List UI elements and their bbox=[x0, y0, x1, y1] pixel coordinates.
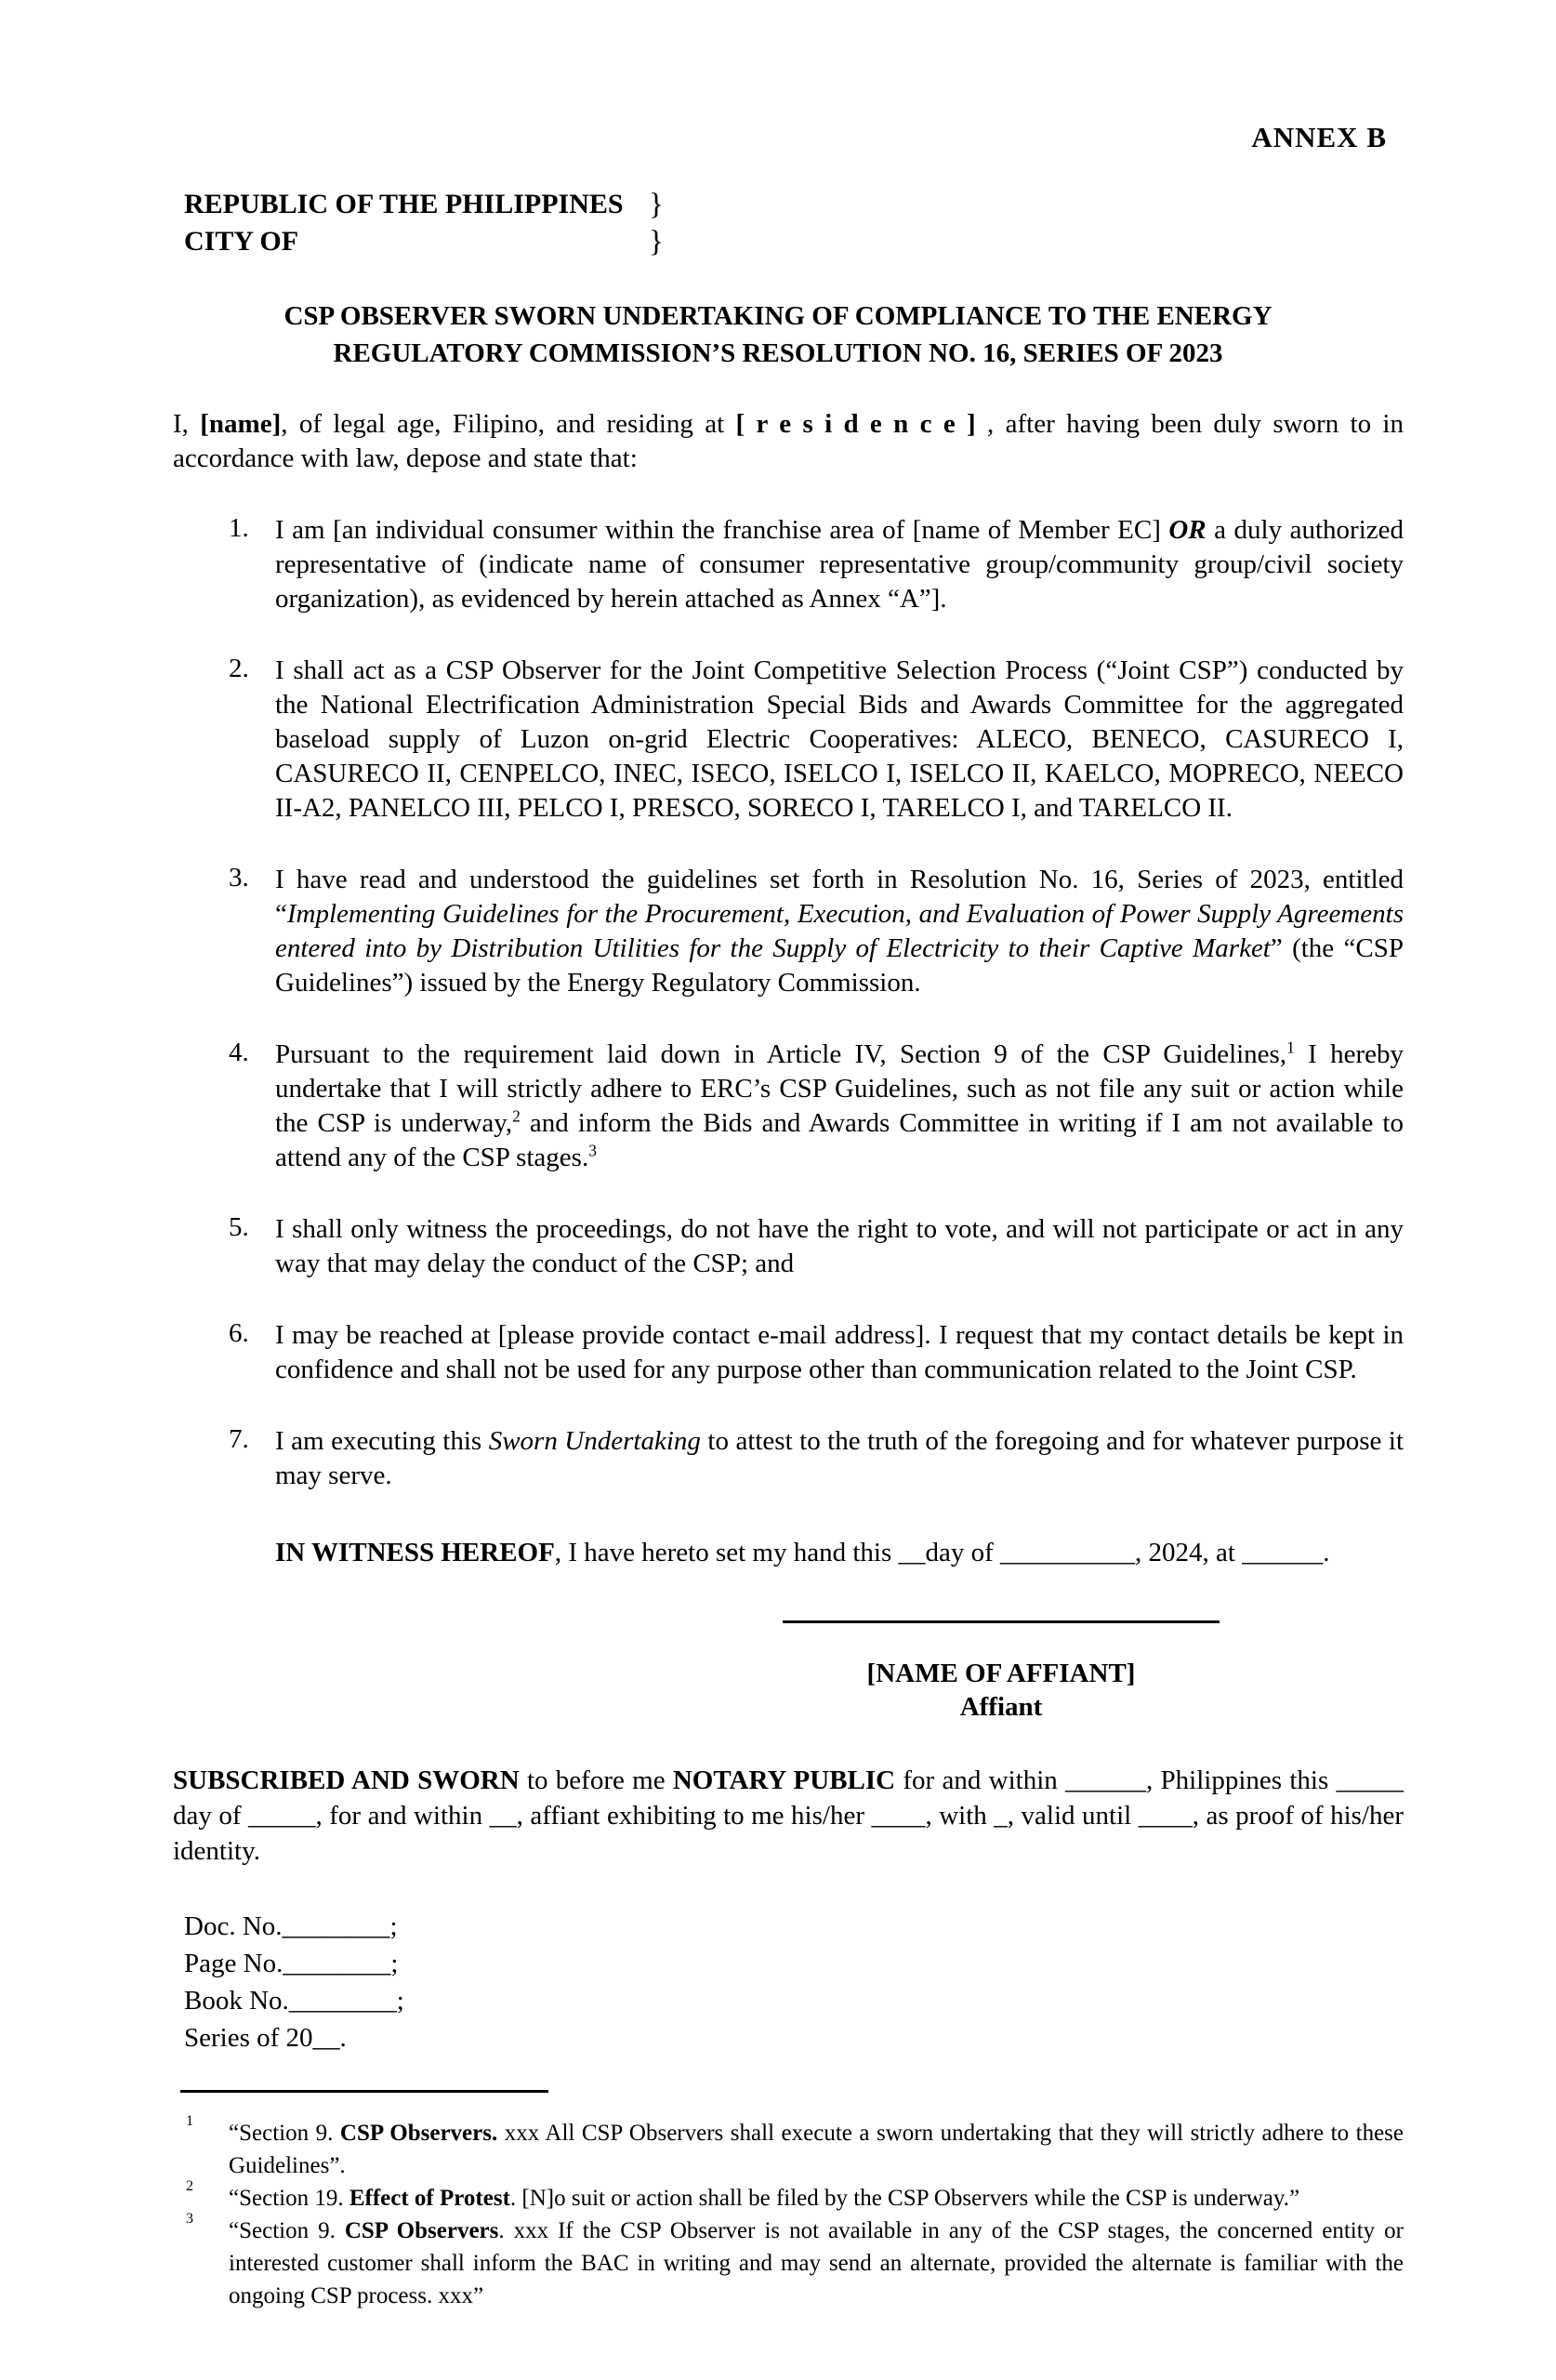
notarial-registry bbox=[184, 1908, 1404, 2056]
item-3-post: ” (the “CSP Guidelines”) issued by the Energy Regulatory Commission. bbox=[275, 933, 1404, 998]
footnote-3-text bbox=[229, 2215, 1404, 2312]
footnote-2-pre: “Section 19. bbox=[229, 2186, 349, 2211]
item-6 bbox=[173, 1318, 1404, 1387]
title-line-1: CSP OBSERVER SWORN UNDERTAKING OF COMPLIANCE TO THE ENERGY bbox=[284, 301, 1272, 331]
notary-public-label: NOTARY PUBLIC bbox=[672, 1765, 896, 1795]
item-4-p3: and inform the Bids and Awards Committee in writing if I am not available to attend any of the CSP stages. bbox=[275, 1108, 1404, 1172]
subscribed-sworn-label: SUBSCRIBED AND SWORN bbox=[173, 1765, 520, 1795]
item-3-text bbox=[275, 863, 1404, 1000]
item-1 bbox=[173, 513, 1404, 616]
footnote-1-pre: “Section 9. bbox=[229, 2121, 340, 2146]
item-3-pre: I have read and understood the guidelines set forth in Resolution No. 16, Series of 2023, entitled “ bbox=[275, 865, 1404, 929]
footnote-2-marker: 2 bbox=[186, 2178, 193, 2194]
witness-heading: IN WITNESS HEREOF bbox=[275, 1538, 555, 1567]
intro-text-2: , of legal age, Filipino, and residing at bbox=[281, 409, 736, 439]
item-1-or: OR bbox=[1168, 515, 1207, 545]
item-7-sworn-undertaking: Sworn Undertaking bbox=[488, 1426, 701, 1456]
item-7-post: to attest to the truth of the foregoing and for whatever purpose it may serve. bbox=[275, 1426, 1404, 1490]
venue-block bbox=[184, 186, 1556, 260]
venue-city-label: CITY OF bbox=[184, 226, 299, 257]
registry-page-no: Page No.________; bbox=[184, 1949, 399, 1978]
footnote-ref-1: 1 bbox=[1286, 1038, 1295, 1057]
item-5 bbox=[173, 1212, 1404, 1281]
venue-bracket-top: } bbox=[649, 188, 664, 221]
item-6-number: 6. bbox=[229, 1318, 249, 1348]
item-7-pre: I am executing this bbox=[275, 1426, 489, 1456]
item-3 bbox=[173, 863, 1404, 1000]
item-3-guidelines-title: Implementing Guidelines for the Procurement, Execution, and Evaluation of Power Supply Agreements entered into by Distribution Utilities for the Supply of Electricity to their Captive Market bbox=[275, 899, 1404, 963]
item-1-pre: I am [an individual consumer within the franchise area of [name of Member EC] bbox=[275, 515, 1169, 545]
item-4-text bbox=[275, 1038, 1404, 1175]
item-1-post: a duly authorized representative of (indicate name of consumer representative group/community group/civil society organization), as evidenced by herein attached as Annex “A”]. bbox=[275, 515, 1404, 614]
footnote-3-bold: CSP Observers bbox=[344, 2218, 499, 2243]
notarization-clause bbox=[173, 1763, 1404, 1869]
signature-line bbox=[783, 1620, 1220, 1623]
notarization-text-1: to before me bbox=[519, 1765, 673, 1795]
footnote-ref-2: 2 bbox=[512, 1106, 521, 1126]
footnote-ref-3: 3 bbox=[588, 1141, 597, 1160]
registry-series: Series of 20__. bbox=[184, 2023, 347, 2053]
registry-book-no: Book No.________; bbox=[184, 1986, 404, 2016]
intro-paragraph bbox=[173, 407, 1404, 476]
footnote-separator bbox=[180, 2090, 548, 2093]
intro-text-1: I, bbox=[173, 409, 201, 439]
affiant-role: Affiant bbox=[959, 1692, 1043, 1722]
document-body bbox=[0, 407, 1556, 2312]
item-4-p1: Pursuant to the requirement laid down in Article IV, Section 9 of the CSP Guidelines, bbox=[275, 1039, 1287, 1069]
footnotes bbox=[173, 2113, 1404, 2312]
item-2-number: 2. bbox=[229, 654, 249, 683]
notarization-text-2: for and within ______, Philippines this _____ day of _____, for and within __, affiant exhibiting to me his/her ____, with _, valid until ____, as proof of his/her identity. bbox=[173, 1765, 1404, 1866]
witness-clause bbox=[275, 1536, 1404, 1570]
intro-text-3: , after having been duly sworn to in accordance with law, depose and state that: bbox=[173, 409, 1404, 473]
item-2 bbox=[173, 654, 1404, 826]
witness-text: , I have hereto set my hand this __day of __________, 2024, at ______. bbox=[554, 1538, 1330, 1567]
item-7-number: 7. bbox=[229, 1424, 249, 1454]
venue-bracket-bottom: } bbox=[649, 225, 664, 258]
footnote-1 bbox=[173, 2113, 1404, 2182]
footnote-2 bbox=[173, 2178, 1404, 2215]
item-1-number: 1. bbox=[229, 513, 249, 543]
item-2-text: I shall act as a CSP Observer for the Joint Competitive Selection Process (“Joint CSP”) conducted by the National Electrification Administration Special Bids and Awards Committee for the aggregated baseload supply of Luzon on-grid Electric Cooperatives: ALECO, BENECO, CASURECO I, CASURECO II, CENPELCO, INEC, ISECO, ISELCO I, ISELCO II, KAELCO, MOPRECO, NEECO II-A2, PANELCO III, PELCO I, PRESCO, SORECO I, TARELCO I, and TARELCO II. bbox=[275, 655, 1404, 823]
footnote-3-post: . xxx If the CSP Observer is not available in any of the CSP stages, the concerned entity or interested customer shall inform the BAC in writing and may send an alternate, provided the alternate is familiar with the ongoing CSP process. xxx” bbox=[229, 2218, 1404, 2308]
item-3-number: 3. bbox=[229, 863, 249, 892]
item-5-number: 5. bbox=[229, 1212, 249, 1242]
affiant-name: [NAME OF AFFIANT] bbox=[866, 1659, 1136, 1688]
item-7 bbox=[173, 1424, 1404, 1493]
footnote-3 bbox=[173, 2211, 1404, 2312]
footnote-1-marker: 1 bbox=[186, 2113, 193, 2129]
name-placeholder: [name] bbox=[200, 409, 282, 439]
footnote-2-bold: Effect of Protest bbox=[349, 2186, 510, 2211]
title-line-2: REGULATORY COMMISSION’S RESOLUTION NO. 16, SERIES OF 2023 bbox=[333, 338, 1223, 368]
footnote-3-pre: “Section 9. bbox=[229, 2218, 345, 2243]
venue-republic-label: REPUBLIC OF THE PHILIPPINES bbox=[184, 189, 624, 219]
footnote-1-bold: CSP Observers. bbox=[339, 2121, 498, 2146]
footnote-1-text bbox=[229, 2117, 1404, 2182]
footnote-3-marker: 3 bbox=[186, 2211, 193, 2227]
item-5-text: I shall only witness the proceedings, do not have the right to vote, and will not participate or act in any way that may delay the conduct of the CSP; and bbox=[275, 1214, 1404, 1278]
numbered-items bbox=[173, 513, 1404, 1493]
venue-row-republic bbox=[184, 186, 1556, 223]
registry-doc-no: Doc. No.________; bbox=[184, 1911, 398, 1941]
item-1-text bbox=[275, 513, 1404, 616]
affiant-signature-block bbox=[783, 1620, 1220, 1724]
item-4-p2: I hereby undertake that I will strictly adhere to ERC’s CSP Guidelines, such as not file any suit or action while the CSP is underway, bbox=[275, 1039, 1404, 1138]
item-6-text: I may be reached at [please provide contact e-mail address]. I request that my contact details be kept in confidence and shall not be used for any purpose other than communication related to the Joint CSP. bbox=[275, 1320, 1404, 1384]
item-4 bbox=[173, 1038, 1404, 1175]
venue-row-city bbox=[184, 223, 1556, 260]
footnote-2-post: . [N]o suit or action shall be filed by the CSP Observers while the CSP is underway.” bbox=[509, 2186, 1300, 2211]
residence-placeholder: [ r e s i d e n c e ] bbox=[735, 409, 976, 439]
footnote-2-text bbox=[229, 2182, 1404, 2215]
document-title bbox=[0, 298, 1556, 372]
item-4-number: 4. bbox=[229, 1038, 249, 1067]
annex-label: ANNEX B bbox=[1251, 121, 1387, 153]
item-7-text bbox=[275, 1424, 1404, 1493]
footnote-1-post: xxx All CSP Observers shall execute a sworn undertaking that they will strictly adhere to these Guidelines”. bbox=[229, 2121, 1404, 2178]
